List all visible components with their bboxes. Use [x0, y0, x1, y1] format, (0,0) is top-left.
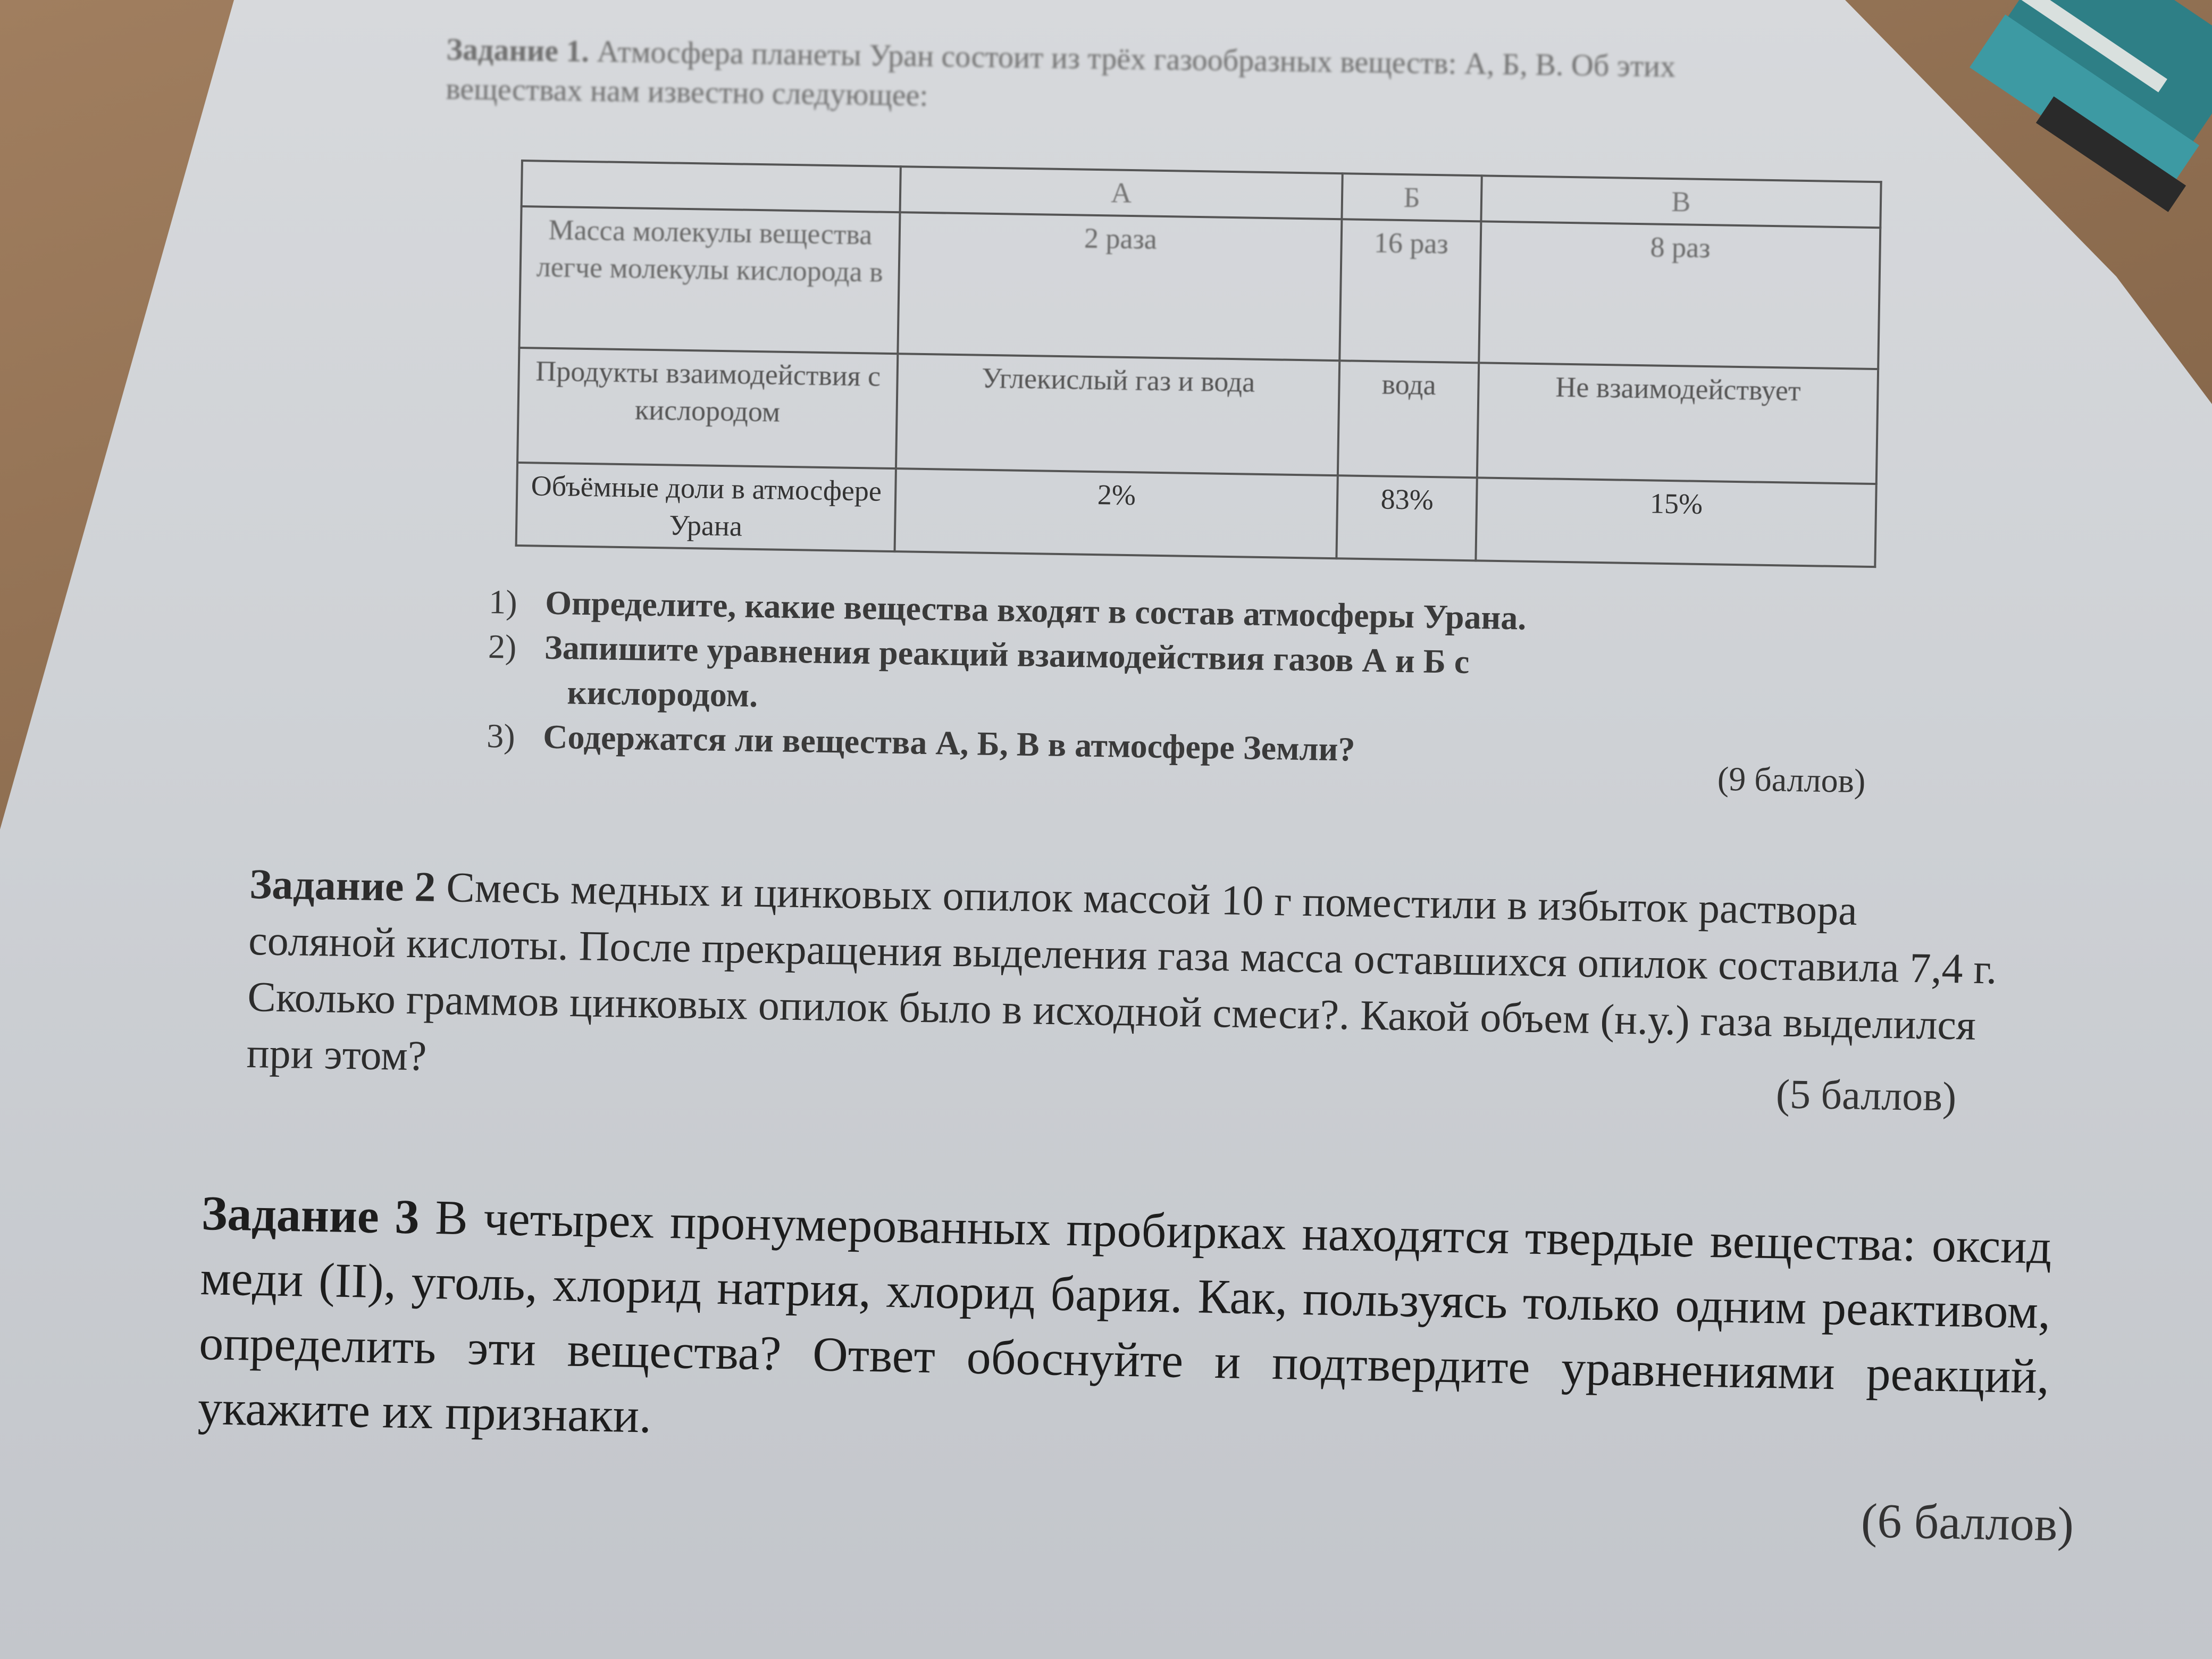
table-cell: Не взаимодействует [1477, 363, 1878, 484]
column-header-b: Б [1342, 173, 1482, 221]
question-number: 1) [488, 582, 518, 621]
table-cell: Углекислый газ и вода [896, 354, 1340, 475]
table-cell: 8 раз [1479, 221, 1880, 369]
question-text: Содержатся ли вещества А, Б, В в атмосфере Земли? [542, 717, 1355, 768]
table-cell: 83% [1337, 475, 1477, 560]
table-corner-cell [522, 161, 901, 212]
task2 [246, 856, 2005, 1111]
task2-label: Задание 2 [249, 860, 437, 911]
question-number: 3) [486, 716, 516, 755]
task2-text: Смесь медных и цинковых опилок массой 10 г поместили в избыток раствора соляной кислоты. После прекращения выделения газа масса оставшихся опилок составила 7,4 г. Сколько граммов цинковых опилок было в исходной смеси?. Какой объем (н.у.) газа выделился при этом? [246, 864, 1998, 1080]
question-text: Определите, какие вещества входят в состав атмосферы Урана. [544, 583, 1527, 637]
row-header-volume-fractions: Объёмные доли в атмосфере Урана [516, 463, 896, 551]
task3-points: (6 баллов) [1861, 1493, 2074, 1552]
table-cell: 2% [895, 468, 1338, 558]
question-text-continued: кислородом. [567, 673, 758, 714]
question-number: 2) [488, 627, 517, 666]
table-cell: 15% [1476, 477, 1876, 567]
table-cell: 2 раза [898, 212, 1342, 361]
row-header-mass: Масса молекулы вещества легче молекулы кислорода в [519, 206, 900, 354]
table-cell: 16 раз [1340, 219, 1481, 363]
task1-questions [487, 580, 1925, 781]
task3-label: Задание 3 [200, 1185, 420, 1244]
table-row [517, 348, 1878, 484]
question-text: Запишите уравнения реакций взаимодействия газов А и Б с [544, 628, 1470, 681]
task3-text: В четырех пронумерованных пробирках находятся твердые вещества: оксид меди (II), уголь, хлорид натрия, хлорид бария. Как, пользуясь только одним реактивом, определить эти вещества? Ответ обоснуйте и подтвердите уравнениями реакций, укажите их признаки. [197, 1190, 2052, 1443]
task3 [197, 1180, 2052, 1474]
task1-label: Задание 1. [446, 31, 590, 69]
task2-points: (5 баллов) [1775, 1070, 1957, 1120]
table-cell: вода [1338, 361, 1479, 477]
column-header-a: А [900, 166, 1343, 219]
task1-intro-text: Атмосфера планеты Уран состоит из трёх газообразных веществ: А, Б, В. Об этих веществах нам известно следующее: [446, 33, 1676, 113]
column-header-v: В [1481, 175, 1881, 228]
row-header-products: Продукты взаимодействия с кислородом [517, 348, 898, 468]
task1-points: (9 баллов) [1717, 759, 1866, 800]
table-row [519, 206, 1880, 369]
task1-intro [446, 30, 1755, 127]
gas-properties-table [515, 160, 1882, 568]
